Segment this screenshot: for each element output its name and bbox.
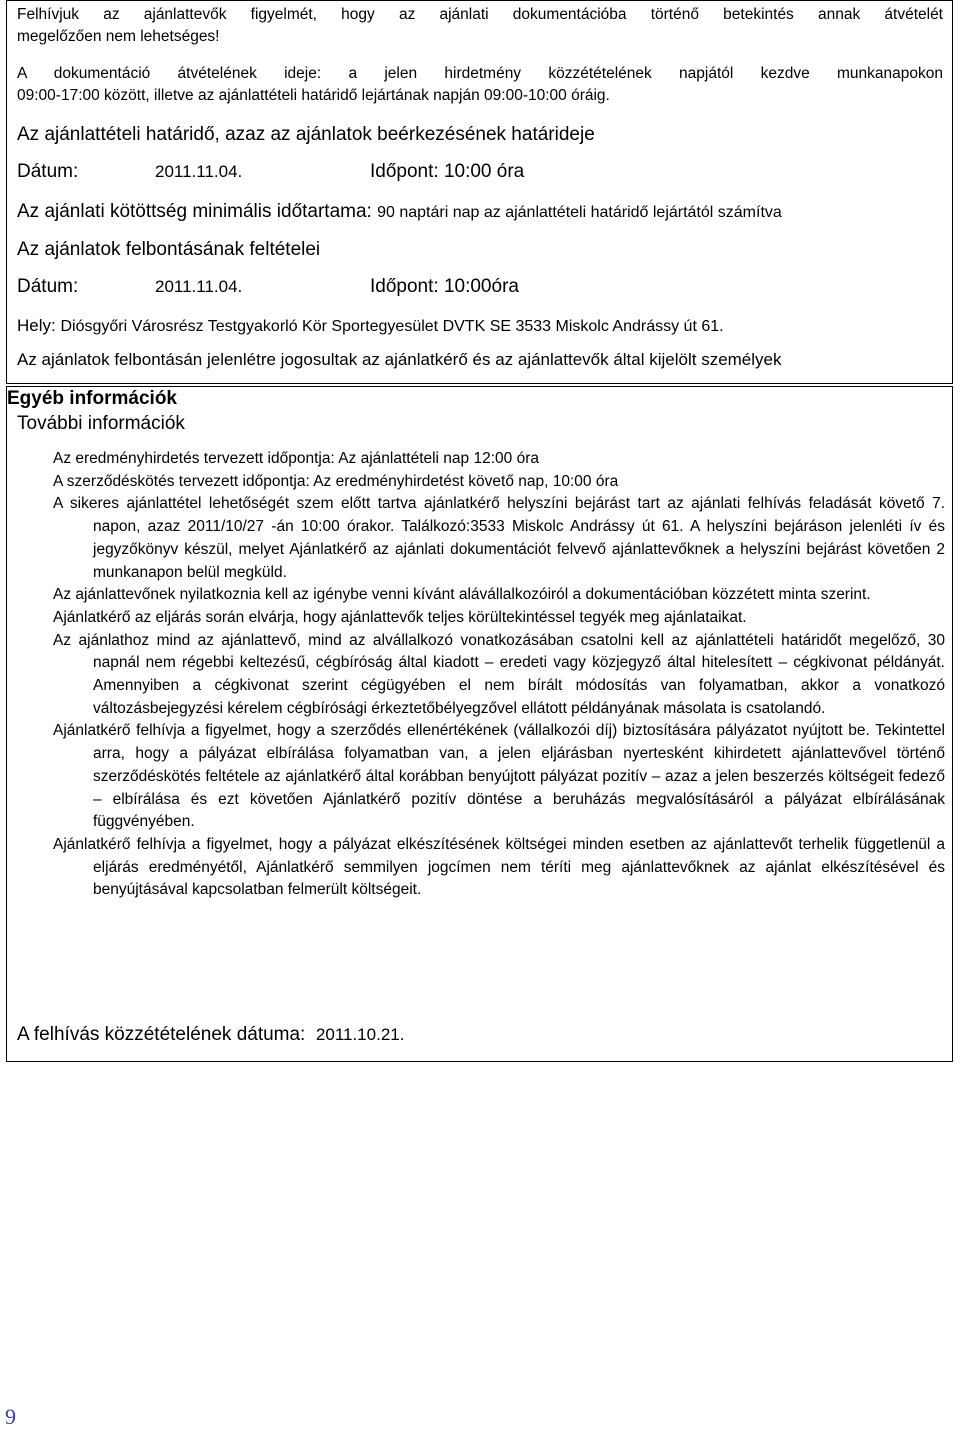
deadline-date: 2011.11.04.	[155, 162, 243, 181]
list-item: Az ajánlattevőnek nyilatkoznia kell az igénybe venni kívánt alávállalkozóiról a dokumentációban közzétett minta szerint.	[53, 586, 871, 604]
info-list	[53, 448, 945, 902]
access-line-2: 09:00-17:00 között, illetve az ajánlattételi határidő lejártának napján 09:00-10:00 óráig.	[17, 87, 610, 104]
deadline-row	[17, 160, 524, 184]
place-row	[17, 315, 724, 338]
page-number: 9	[5, 1404, 16, 1429]
opening-heading: Az ajánlatok felbontásának feltételei	[17, 239, 321, 260]
access-line-1: A dokumentáció átvételének ideje: a jelen hirdetmény közzétételének napjától kezdve munkanapokon	[17, 65, 943, 82]
place-label: Hely:	[17, 316, 56, 335]
list-item: Az ajánlathoz mind az ajánlattevő, mind az alvállalkozó vonatkozásában csatolni kell az ajánlattételi határidőt megelőző, 30 napnál nem régebbi keltezésű, cégbíróság által kiadott – eredeti vagy közjegyző által hitelesített – cégkivonat példányát. Amennyiben a cégkivonat szerint cégügyében el nem bírált módosítás van folyamatban, akkor a vonatkozó változásbejegyzési kérelem cégbírósági érkeztetőbélyegzővel ellátott példányának másolata is csatolandó.	[53, 631, 945, 717]
validity-value: 90 naptári nap az ajánlattételi határidő lejártától számítva	[377, 204, 782, 221]
opening-time: 10:00óra	[443, 276, 519, 297]
opening-row	[17, 275, 519, 299]
validity-label: Az ajánlati kötöttség minimális időtartama:	[17, 201, 372, 222]
deadline-time-label: Időpont:	[370, 161, 439, 182]
further-info-subheading: További információk	[17, 413, 185, 434]
opening-date-label: Dátum:	[17, 276, 79, 297]
validity-row	[17, 200, 782, 225]
attendance-text: Az ajánlatok felbontásán jelenlétre jogosultak az ajánlatkérő és az ajánlattevők által kijelölt személyek	[17, 350, 782, 369]
list-item: Az eredményhirdetés tervezett időpontja: Az ajánlattételi nap 12:00 óra	[53, 450, 539, 467]
list-item: A szerződéskötés tervezett időpontja: Az eredményhirdetést követő nap, 10:00 óra	[53, 472, 619, 490]
deadline-date-label: Dátum:	[17, 161, 79, 182]
list-item: Ajánlatkérő felhívja a figyelmet, hogy a pályázat elkészítésének költségei minden esetben az ajánlattevőt terhelik függetlenül a eljárás eredményétől, Ajánlatkérő semmilyen jogcímen nem téríti meg ajánlattevőknek az ajánlat elkészítésével és benyújtásával kapcsolatban felmerült költségeit.	[53, 835, 945, 899]
deadline-time: 10:00 óra	[443, 161, 525, 182]
opening-time-label: Időpont:	[370, 276, 439, 297]
list-item: Ajánlatkérő felhívja a figyelmet, hogy a szerződés ellenértékének (vállalkozói díj) biztosítására pályázatot nyújtott be. Tekintettel arra, hogy a pályázat elbírálása folyamatban van, a jelen eljárásban nyertesként kihirdetett ajánlattevővel történő szerződéskötés feltétele az ajánlatkérő által korábban benyújtott pályázat pozitív – azaz a jelen beszerzés költségeit fedező – elbírálása és ezt követően Ajánlatkérő pozitív döntése a beruházás megvalósításáról a pályázat elbírálásának függvényében.	[53, 722, 945, 831]
opening-date: 2011.11.04.	[155, 277, 243, 296]
list-item: Ajánlatkérő az eljárás során elvárja, hogy ajánlattevők teljes körültekintéssel tegyék meg ajánlataikat.	[53, 608, 747, 626]
other-info-box	[6, 386, 953, 1062]
dispatch-date: 2011.10.21.	[315, 1025, 405, 1044]
other-info-heading: Egyéb információk	[7, 388, 177, 409]
place-value: Diósgyőri Városrész Testgyakorló Kör Sportegyesület DVTK SE 3533 Miskolc Andrássy út 61.	[60, 318, 724, 335]
tender-details-box	[6, 0, 953, 384]
dispatch-row	[17, 1023, 404, 1047]
notice-line-1: Felhívjuk az ajánlattevők figyelmét, hogy az ajánlati dokumentációba történő betekintés annak átvételét	[17, 6, 943, 23]
deadline-heading: Az ajánlattételi határidő, azaz az ajánlatok beérkezésének határideje	[17, 124, 595, 145]
notice-line-2: megelőzően nem lehetséges!	[17, 28, 220, 45]
list-item: A sikeres ajánlattétel lehetőségét szem előtt tartva ajánlatkérő helyszíni bejárást tart az ajánlati felhívás feladását követő 7. napon, azaz 2011/10/27 -án 10:00 órakor. Találkozó:3533 Miskolc Andrássy út 61. A helyszíni bejáráson jelenléti ív és jegyzőkönyv készül, melyet Ajánlatkérő az ajánlati dokumentációt felvevő ajánlattevőknek a helyszíni bejárást követően 2 munkanapon belül megküld.	[53, 495, 945, 581]
dispatch-label: A felhívás közzétételének dátuma:	[17, 1024, 306, 1045]
